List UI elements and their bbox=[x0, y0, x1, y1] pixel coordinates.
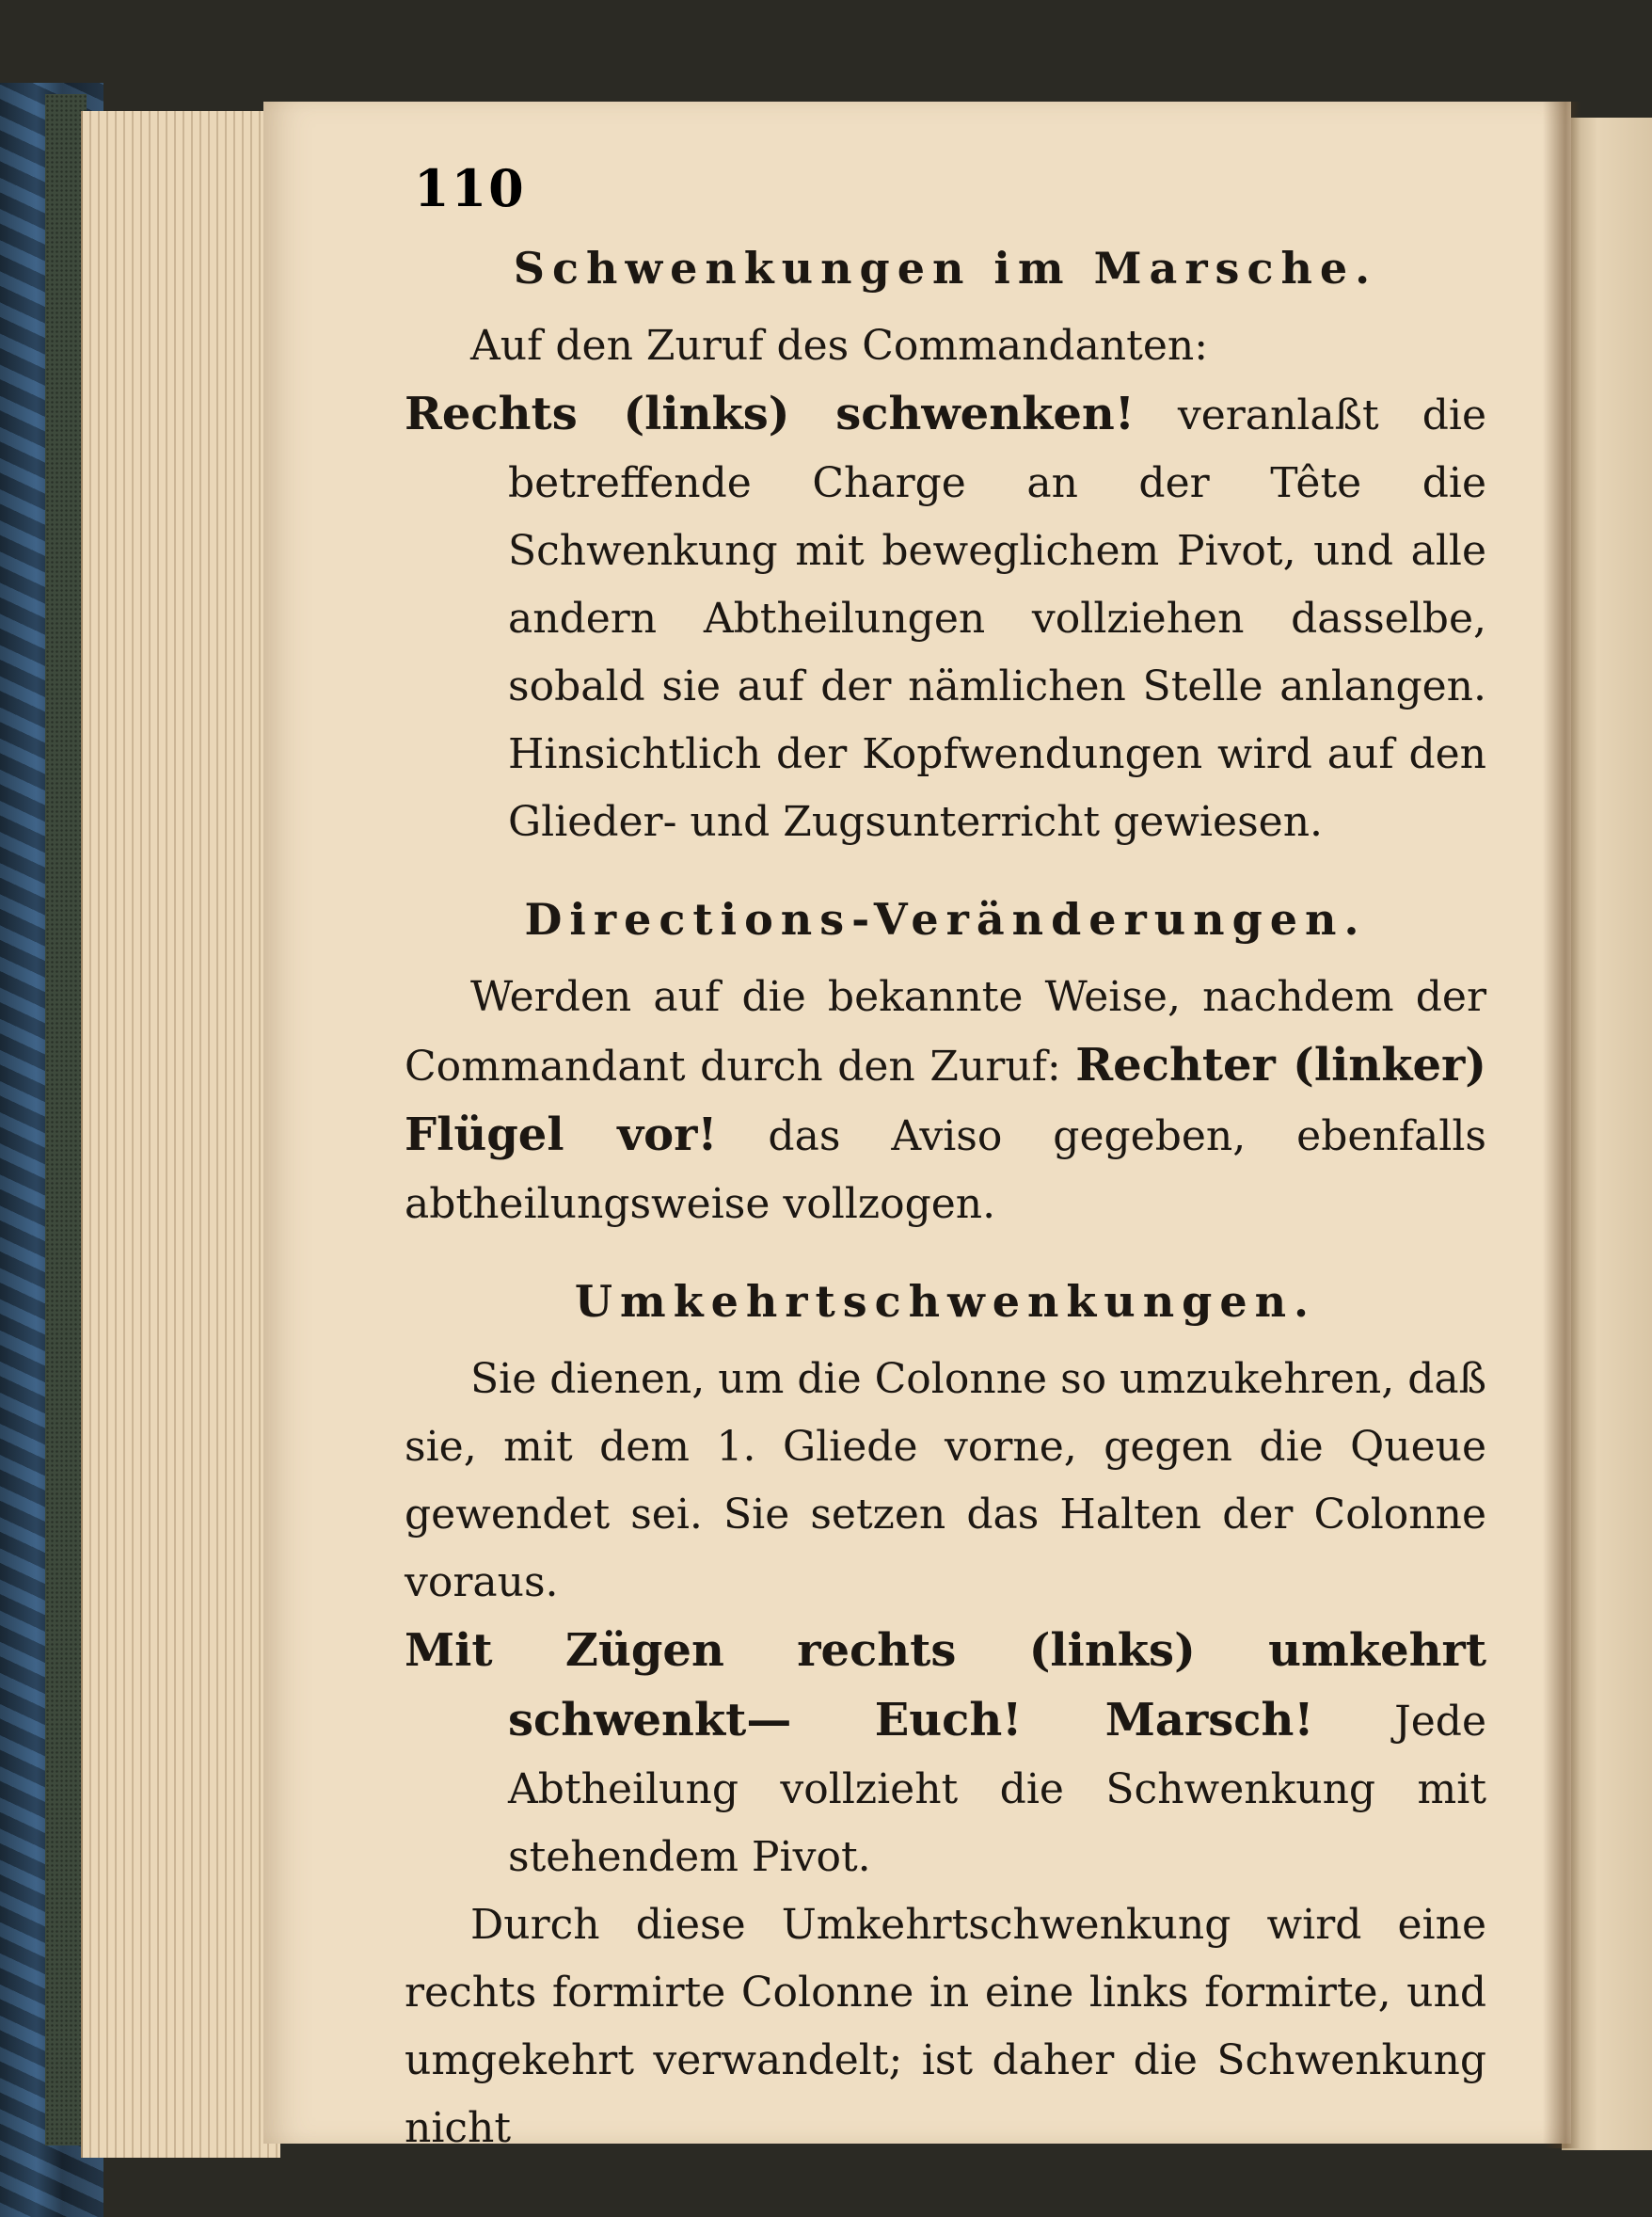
section-heading-directions: Directions-Veränderungen. bbox=[524, 894, 1367, 945]
page-edges bbox=[81, 111, 280, 2158]
paragraph-zuruf: Auf den Zuruf des Commandanten: bbox=[470, 322, 1209, 370]
command-text: Rechter (linker) Flügel vor! bbox=[405, 1039, 1486, 1161]
section-heading-schwenkungen: Schwenkungen im Marsche. bbox=[513, 243, 1378, 294]
paragraph-last: Durch diese Umkehrtschwenkung wird eine rechts formirte Colonne in eine links formirte, und umgekehrt verwandelt; ist daher die Schwenkung nicht bbox=[405, 1901, 1486, 2152]
page-gutter-shadow bbox=[1543, 102, 1581, 2148]
page-number: 110 bbox=[414, 158, 526, 218]
body-text: Werden auf die bekannte Weise, nachdem der Commandant durch den Zuruf: bbox=[405, 973, 1486, 1091]
body-text: das Aviso gegeben, ebenfalls abtheilungsweise vollzogen. bbox=[405, 1112, 1486, 1228]
page-text bbox=[405, 243, 1486, 2162]
command-text: Mit Zügen rechts (links) umkehrt schwenkt— Euch! Marsch! bbox=[405, 1624, 1486, 1746]
paragraph-rechts-schwenken bbox=[405, 380, 1486, 856]
paragraph-umkehrt: Sie dienen, um die Colonne so umzukehren, daß sie, mit dem 1. Gliede vorne, gegen die Queue gewendet sei. Sie setzen das Halten der Colonne voraus. bbox=[405, 1355, 1486, 1606]
paragraph-command bbox=[405, 1617, 1486, 1891]
body-text: veranlaßt die betreffende Charge an der Tête die Schwenkung mit beweglichem Pivot, und alle andern Abtheilungen vollziehen dasselbe, sobald sie auf der nämlichen Stelle anlangen. Hinsichtlich der Kopfwendungen wird auf den Glieder- und Zugsunterricht gewiesen. bbox=[508, 391, 1486, 846]
paragraph-directions bbox=[405, 964, 1486, 1238]
body-text: Jede Abtheilung vollzieht die Schwenkung mit stehendem Pivot. bbox=[508, 1698, 1486, 1881]
section-heading-umkehrt: Umkehrtschwenkungen. bbox=[574, 1276, 1317, 1327]
command-text: Rechts (links) schwenken! bbox=[405, 388, 1135, 440]
book-page bbox=[263, 102, 1571, 2152]
